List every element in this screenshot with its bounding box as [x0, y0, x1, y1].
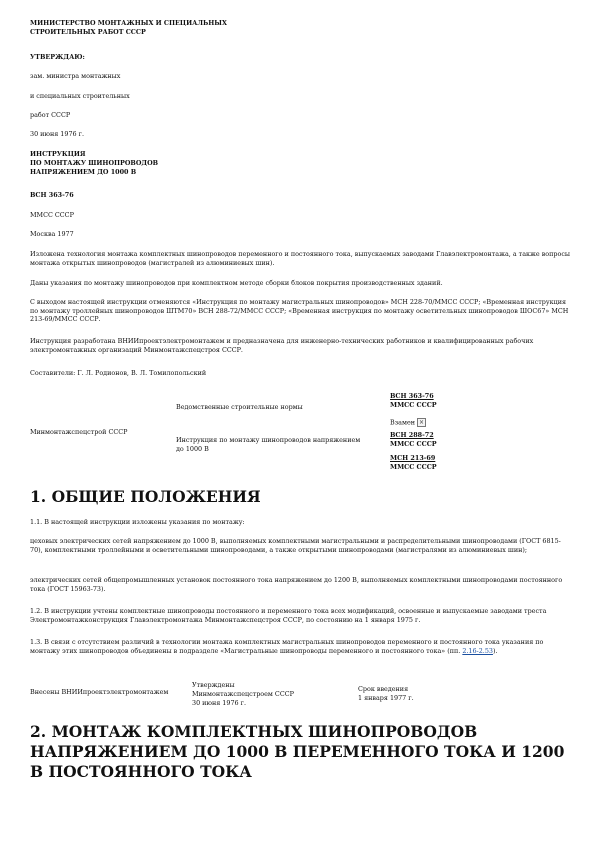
title-line3: НАПРЯЖЕНИЕМ ДО 1000 В	[30, 168, 137, 176]
footer-effective-date: 1 января 1977 г.	[358, 694, 414, 702]
intro-authors: Составители: Г. Л. Родионов, В. Л. Томилопольский	[30, 369, 207, 377]
intro-paragraph-1: Изложена технология монтажа комплектных шинопроводов переменного и постоянного тока, выпускаемых заводами Главэлектромонтажа, а также вопросы монтажа открытых шинопроводов (магистралей из алюминиевых шин).	[30, 250, 571, 267]
approval-position2: и специальных строительных	[30, 92, 130, 100]
section1-paragraph-5-text: 1.3. В связи с отсутствием различий в технологии монтажа комплектных магистральных шинопроводов переменного и постоянного тока указания по монтажу этих шинопроводов объединены в подразделе «Магистральные шинопроводы переменного и постоянного тока» (пп.	[30, 638, 544, 655]
footer-approved-label: Утверждены	[192, 681, 235, 689]
title-line1: ИНСТРУКЦИЯ	[30, 150, 86, 158]
doc-table-name: Инструкция по монтажу шинопроводов напряжением до 1000 В	[176, 436, 361, 453]
section1-paragraph-2: цеховых электрических сетей напряжением до 1000 В, выполняемых комплектными магистральными и распределительными шинопроводами (ГОСТ 6815-70), комплектными троллейными и осветительными шинопроводами, а также открытыми шинопроводами (магистралями из алюминиевых шин);	[30, 537, 561, 554]
doc-table-instead	[390, 418, 426, 427]
doc-table-org: Минмонтажспецстрой СССР	[30, 428, 128, 436]
title-code: ВСН 363-76	[30, 191, 74, 199]
intro-paragraph-2: Даны указания по монтажу шинопроводов при комплектном методе сборки блоков покрытия производственных зданий.	[30, 279, 443, 287]
section-link[interactable]: 2.16-2.53	[462, 646, 493, 655]
section1-paragraph-1: 1.1. В настоящей инструкции изложены указания по монтажу:	[30, 518, 245, 526]
footer-introduced: Внесены ВНИИпроектэлектромонтажем	[30, 688, 169, 696]
approval-position3: работ СССР	[30, 111, 71, 119]
title-city-year: Москва 1977	[30, 230, 74, 238]
footer-approved-date: 30 июня 1976 г.	[192, 699, 246, 707]
section1-paragraph-5-tail: ).	[492, 646, 498, 655]
instead-label: Взамен	[390, 418, 416, 427]
doc-table-replaced2: МСН 213-69	[390, 454, 436, 462]
section1-paragraph-5	[30, 638, 570, 655]
footer-effective-label: Срок введения	[358, 685, 409, 693]
ministry-line2: СТРОИТЕЛЬНЫХ РАБОТ СССР	[30, 28, 146, 36]
approval-position1: зам. министра монтажных	[30, 72, 121, 80]
section1-paragraph-3: электрических сетей общепромышленных установок постоянного тока напряжением до 1200 В, выполняемых комплектными шинопроводами постоянного тока (ГОСТ 15963-73).	[30, 576, 563, 593]
doc-table-replaced1-org: ММСС СССР	[390, 440, 437, 448]
intro-paragraph-4: Инструкция разработана ВНИИпроектэлектромонтажем и предназначена для инженерно-технических работников и квалифицированных рабочих электромонтажных организаций Минмонтажспецстроя СССР.	[30, 337, 534, 354]
approval-label: УТВЕРЖДАЮ:	[30, 53, 85, 61]
ministry-line1: МИНИСТЕРСТВО МОНТАЖНЫХ И СПЕЦИАЛЬНЫХ	[30, 19, 227, 27]
title-line2: ПО МОНТАЖУ ШИНОПРОВОДОВ	[30, 159, 159, 167]
doc-table-code: ВСН 363-76	[390, 392, 434, 400]
doc-table-code-org: ММСС СССР	[390, 401, 437, 409]
section2-heading: 2. МОНТАЖ КОМПЛЕКТНЫХ ШИНОПРОВОДОВ НАПРЯЖЕНИЕМ ДО 1000 В ПЕРЕМЕННОГО ТОКА И 1200 В ПОСТОЯННОГО ТОКА	[30, 722, 565, 781]
doc-table-replaced1: ВСН 288-72	[390, 431, 434, 439]
approval-date: 30 июня 1976 г.	[30, 130, 84, 138]
doc-table-type: Ведомственные строительные нормы	[176, 403, 303, 411]
doc-table-replaced2-org: ММСС СССР	[390, 463, 437, 471]
footer-approved-org: Минмонтажспецстроем СССР	[192, 690, 294, 698]
section1-heading: 1. ОБЩИЕ ПОЛОЖЕНИЯ	[30, 487, 261, 506]
intro-paragraph-3: С выходом настоящей инструкции отменяются «Инструкция по монтажу магистральных шинопроводов» МСН 228-70/ММСС СССР; «Временная инструкция по монтажу троллейных шинопроводов ШТМ70» ВСН 288-72/ММСС СССР; «Временная инструкция по монтажу осветительных шинопроводов ШОС67» МСН 213-69/ММСС СССР.	[30, 298, 569, 324]
title-org: ММСС СССР	[30, 211, 74, 219]
broken-image-icon: ×	[419, 419, 425, 426]
section1-paragraph-4: 1.2. В инструкции учтены комплектные шинопроводы постоянного и переменного тока всех модификаций, освоенные и выпускаемые заводами треста Электромонтажконструкция Главэлектромонтажа Минмонтажспецстроя СССР, по состоянию на 1 января 1975 г.	[30, 607, 547, 624]
